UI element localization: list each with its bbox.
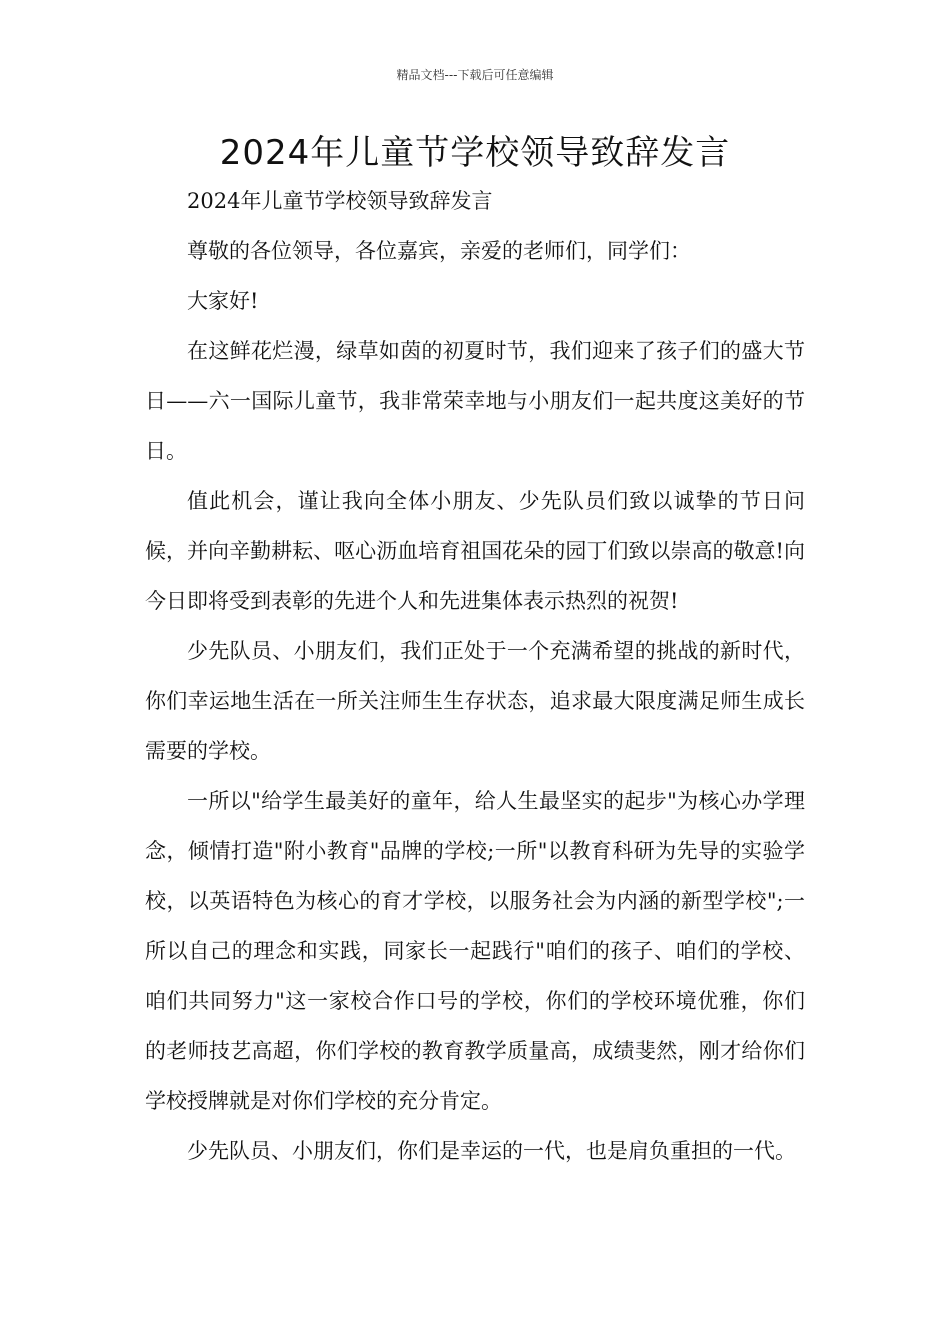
paragraph-body: 一所以"给学生最美好的童年，给人生最坚实的起步"为核心办学理念，倾情打造"附小教育"品牌的学校;一所"以教育科研为先导的实验学校，以英语特色为核心的育才学校，以服务社会为内涵的新型学校";一所以自己的理念和实践，同家长一起践行"咱们的孩子、咱们的学校、咱们共同努力"这一家校合作口号的学校，你们的学校环境优雅，你们的老师技艺高超，你们学校的教育教学质量高，成绩斐然，刚才给你们学校授牌就是对你们学校的充分肯定。 [145, 789, 805, 1113]
header-note: 精品文档---下载后可任意编辑 [396, 68, 554, 82]
document-body [145, 176, 805, 1176]
paragraph-body: 少先队员、小朋友们，我们正处于一个充满希望的挑战的新时代，你们幸运地生活在一所关注师生生存状态，追求最大限度满足师生成长需要的学校。 [145, 639, 805, 763]
paragraph-body: 值此机会，谨让我向全体小朋友、少先队员们致以诚挚的节日问候，并向辛勤耕耘、呕心沥血培育祖国花朵的园丁们致以崇高的敬意!向今日即将受到表彰的先进个人和先进集体表示热烈的祝贺! [145, 489, 805, 613]
paragraph-salutation: 尊敬的各位领导，各位嘉宾，亲爱的老师们，同学们： [187, 239, 691, 263]
document-title: 2024年儿童节学校领导致辞发言 [219, 133, 731, 173]
paragraph-greeting: 大家好! [187, 289, 259, 313]
paragraph-body: 在这鲜花烂漫，绿草如茵的初夏时节，我们迎来了孩子们的盛大节日——六一国际儿童节，我非常荣幸地与小朋友们一起共度这美好的节日。 [145, 339, 805, 463]
paragraph-subtitle: 2024年儿童节学校领导致辞发言 [187, 189, 493, 213]
paragraph-body: 少先队员、小朋友们，你们是幸运的一代，也是肩负重担的一代。 [187, 1139, 796, 1163]
